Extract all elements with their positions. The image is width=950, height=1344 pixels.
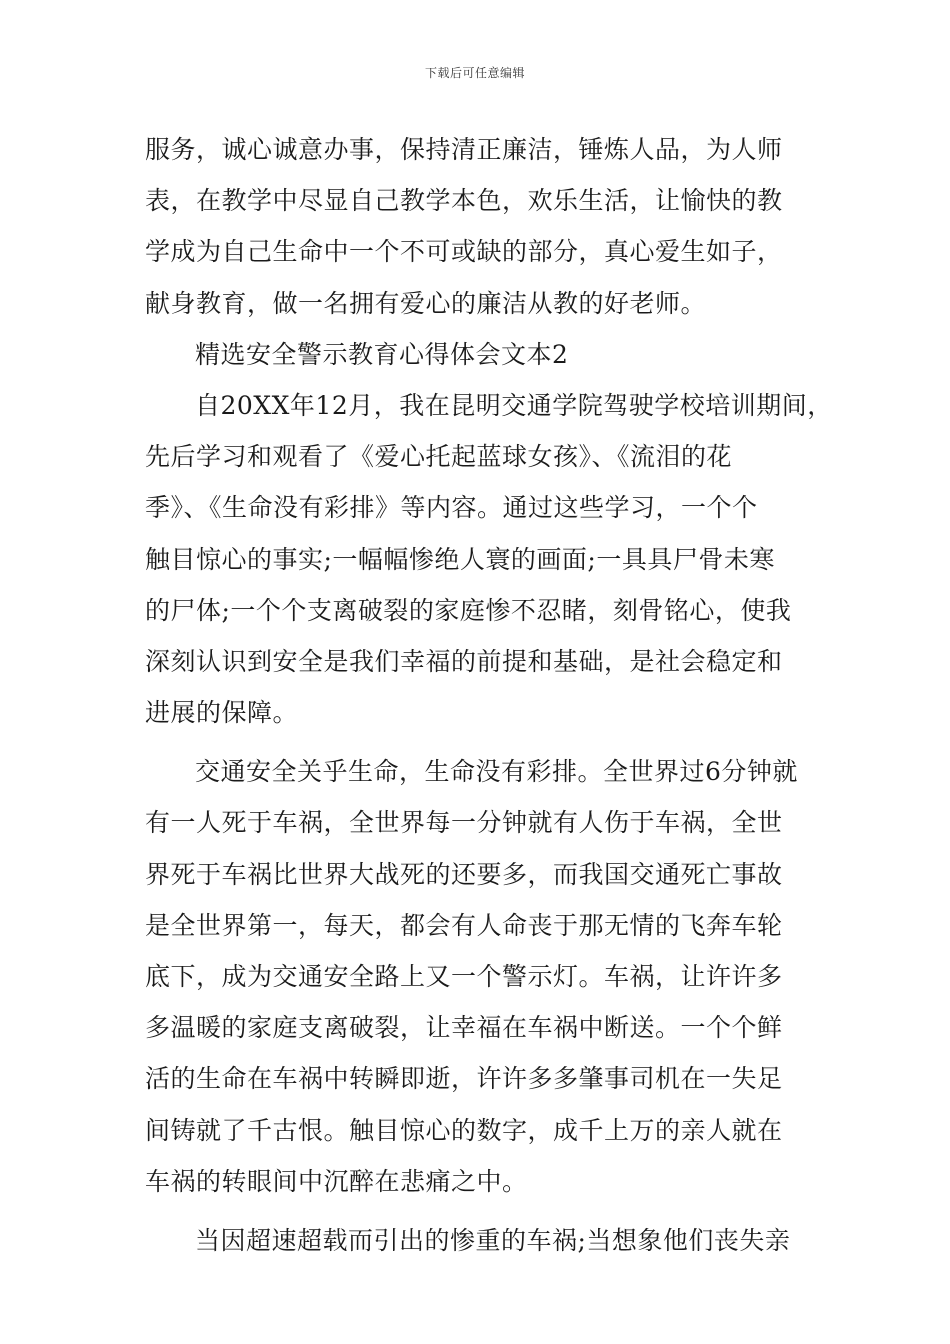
text-line: 深刻认识到安全是我们幸福的前提和基础，是社会稳定和	[145, 646, 783, 676]
document-body	[145, 124, 833, 1266]
text-line: 服务，诚心诚意办事，保持清正廉洁，锤炼人品，为人师	[145, 135, 783, 164]
section-heading: 精选安全警示教育心得体会文本2	[195, 339, 569, 369]
text-line: 学成为自己生命中一个不可或缺的部分，真心爱生如子，	[145, 237, 783, 267]
paragraph-start: 交通安全关乎生命，生命没有彩排。全世界过6分钟就	[195, 757, 798, 787]
text-line: 车祸的转眼间中沉醉在悲痛之中。	[145, 1166, 528, 1196]
paragraph-gap	[145, 1207, 810, 1215]
text-line: 表，在教学中尽显自己教学本色，欢乐生活，让愉快的教	[145, 186, 783, 216]
text-line: 触目惊心的事实;一幅幅惨绝人寰的画面;一具具尸骨未寒	[145, 544, 775, 574]
text-line: 底下，成为交通安全路上又一个警示灯。车祸，让许许多	[145, 962, 783, 991]
text-line: 界死于车祸比世界大战死的还要多，而我国交通死亡事故	[145, 859, 783, 889]
text-line: 献身教育，做一名拥有爱心的廉洁从教的好老师。	[145, 288, 707, 318]
text-line: 先后学习和观看了《爱心托起蓝球女孩》、《流泪的花	[145, 442, 733, 472]
text-line: 活的生命在车祸中转瞬即逝，许许多多肇事司机在一失足	[145, 1064, 783, 1094]
text-line: 季》、《生命没有彩排》等内容。通过这些学习，一个个	[145, 493, 758, 523]
page-header: 下载后可任意编辑	[424, 66, 525, 80]
paragraph-start: 自20XX年12月，我在昆明交通学院驾驶学校培训期间，	[195, 390, 833, 420]
paragraph-start: 当因超速超载而引出的惨重的车祸;当想象他们丧失亲	[195, 1225, 791, 1255]
text-line: 间铸就了千古恨。触目惊心的数字，成千上万的亲人就在	[145, 1115, 783, 1145]
paragraph-gap	[145, 738, 810, 746]
text-line: 的尸体;一个个支离破裂的家庭惨不忍睹，刻骨铭心，使我	[145, 595, 792, 625]
text-line: 进展的保障。	[145, 698, 299, 728]
text-line: 多温暖的家庭支离破裂，让幸福在车祸中断送。一个个鲜	[145, 1013, 783, 1043]
text-line: 是全世界第一，每天，都会有人命丧于那无情的飞奔车轮	[145, 910, 783, 940]
text-line: 有一人死于车祸，全世界每一分钟就有人伤于车祸，全世	[145, 808, 783, 838]
